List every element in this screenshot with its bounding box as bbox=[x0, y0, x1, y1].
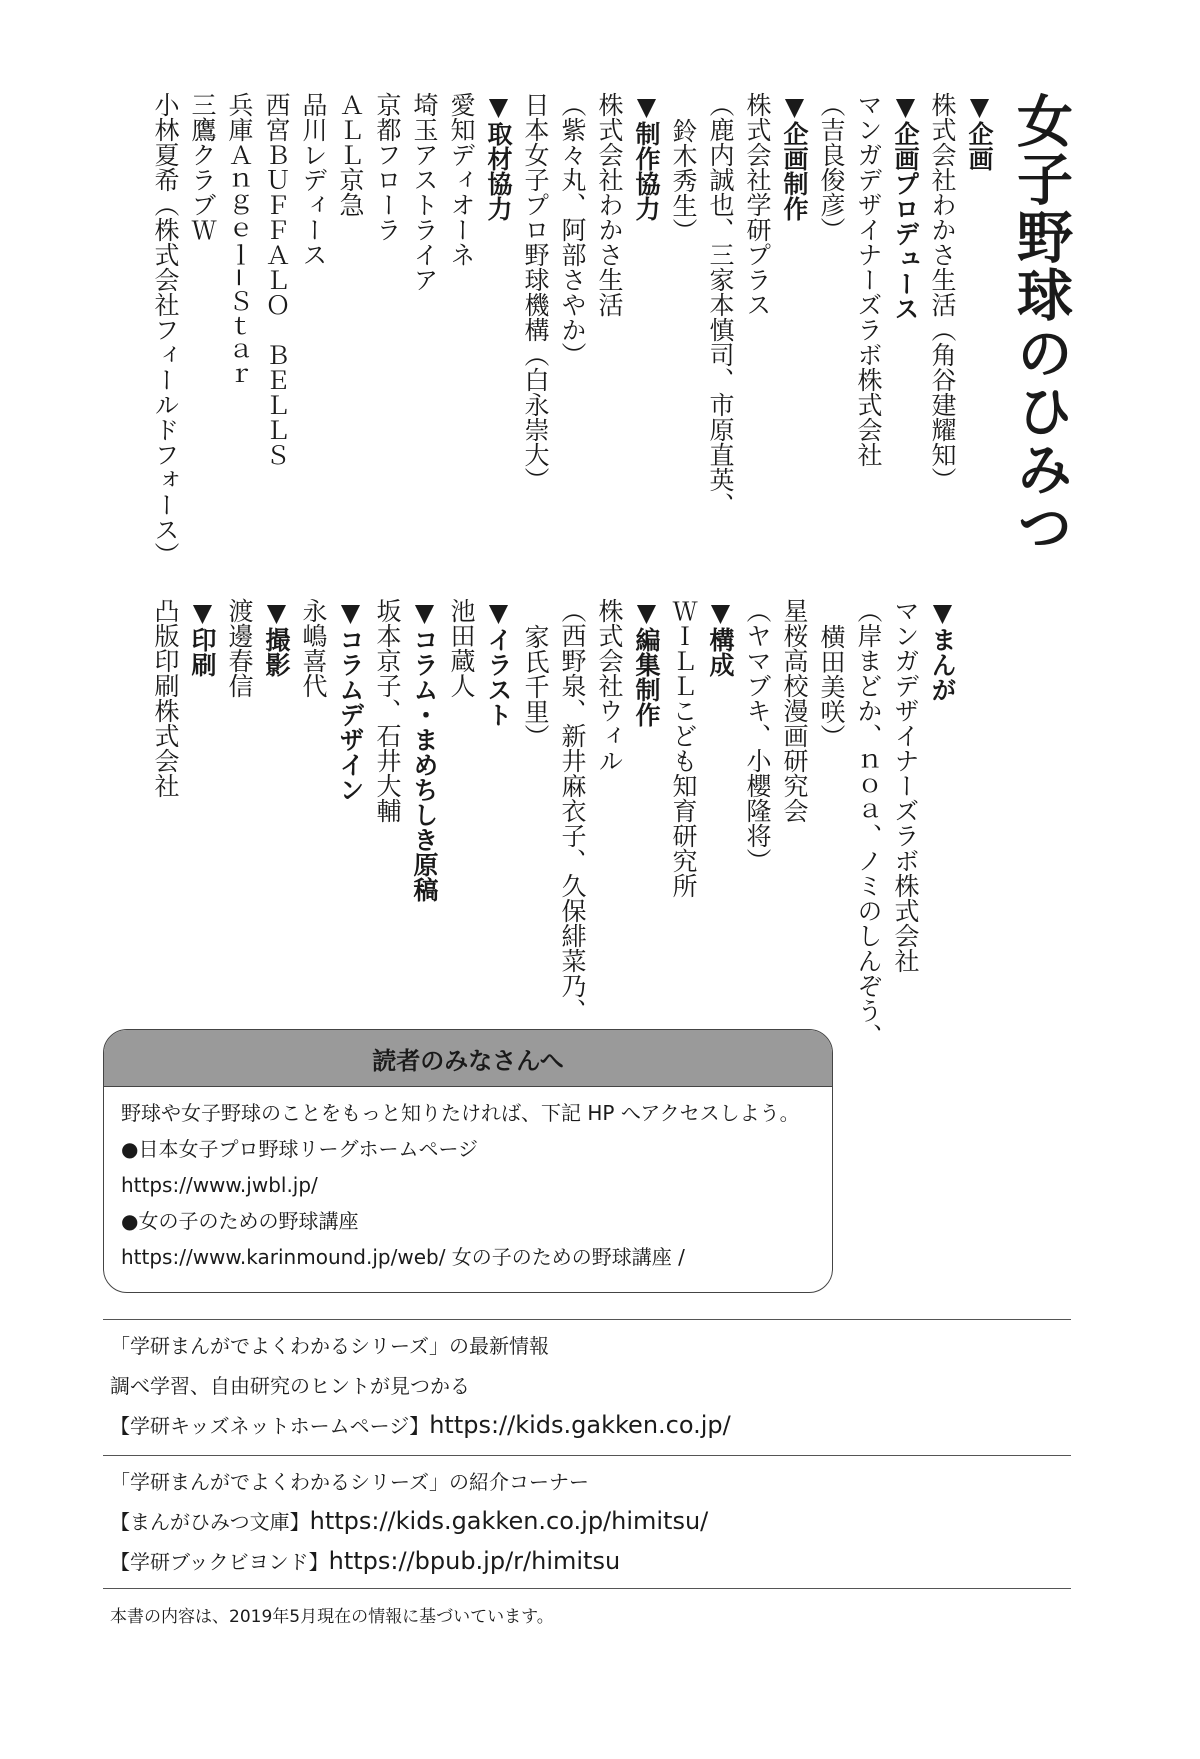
credit-line: 株式会社わかさ生活（角谷建耀知） bbox=[928, 92, 957, 492]
credit-line: 西宮ＢＵＦＦＡＬＯ ＢＥＬＬＳ bbox=[262, 92, 291, 467]
credit-heading: ▼取材協力 bbox=[484, 92, 513, 221]
credit-line: 愛知ディオーネ bbox=[447, 92, 476, 267]
credit-line: 小林夏希（株式会社フィールドフォース） bbox=[151, 92, 180, 567]
credit-line: 家氏千里） bbox=[521, 624, 550, 750]
credit-line: 永嶋喜代 bbox=[299, 598, 328, 698]
credit-heading: ▼企画 bbox=[965, 92, 994, 171]
credit-line: （ヤマブキ、小櫻隆将） bbox=[743, 598, 772, 873]
credit-line: （鹿内誠也、三家本慎司、市原直英、 bbox=[706, 92, 735, 517]
credit-line: ＡＬＬ京急 bbox=[336, 92, 365, 217]
credit-line: 池田蔵人 bbox=[447, 598, 476, 698]
credit-line: 三鷹クラブＷ bbox=[188, 92, 217, 242]
credit-line: 株式会社学研プラス bbox=[743, 92, 772, 317]
credit-line: 日本女子プロ野球機構（白永崇大） bbox=[521, 92, 550, 492]
info2-line2-url[interactable]: https://kids.gakken.co.jp/himitsu/ bbox=[309, 1507, 709, 1535]
divider bbox=[103, 1455, 1071, 1456]
credit-line: マンガデザイナーズラボ株式会社 bbox=[891, 598, 920, 973]
info2-line3-url[interactable]: https://bpub.jp/r/himitsu bbox=[328, 1547, 621, 1575]
notice-link1-label: ●日本女子プロ野球リーグホームページ bbox=[121, 1137, 479, 1161]
credit-heading: ▼企画制作 bbox=[780, 92, 809, 221]
credit-line: 株式会社ウィル bbox=[595, 598, 624, 773]
credit-heading: ▼制作協力 bbox=[632, 92, 661, 221]
credit-line: 凸版印刷株式会社 bbox=[151, 598, 180, 798]
credit-heading: ▼編集制作 bbox=[632, 598, 661, 727]
credit-line: 坂本京子、石井大輔 bbox=[373, 598, 402, 823]
credit-heading: ▼構成 bbox=[706, 598, 735, 677]
notice-link2-url[interactable]: https://www.karinmound.jp/web/ 女の子のための野球講座 / bbox=[121, 1245, 685, 1269]
info1-line3 bbox=[110, 1413, 731, 1437]
credit-line: 京都フローラ bbox=[373, 92, 402, 242]
info2-line3-label: 【学研ブックビヨンド】 bbox=[110, 1550, 329, 1574]
footer-note: 本書の内容は、2019年5月現在の情報に基づいています。 bbox=[110, 1607, 554, 1627]
notice-link1-url[interactable]: https://www.jwbl.jp/ bbox=[121, 1173, 318, 1197]
notice-box bbox=[103, 1029, 833, 1293]
info1-line3-url[interactable]: https://kids.gakken.co.jp/ bbox=[429, 1411, 731, 1439]
credit-line: ＷＩＬＬこども知育研究所 bbox=[669, 598, 698, 898]
credit-line: 株式会社わかさ生活 bbox=[595, 92, 624, 317]
credit-line: 渡邊春信 bbox=[225, 598, 254, 698]
credit-line: 兵庫Ａｎｇｅｌ−Ｓｔａｒ bbox=[225, 92, 254, 388]
credit-heading: ▼まんが bbox=[928, 598, 957, 702]
credit-line: 鈴木秀生） bbox=[669, 118, 698, 244]
credit-line: （吉良俊彦） bbox=[817, 92, 846, 242]
notice-title: 読者のみなさんへ bbox=[104, 1030, 832, 1087]
info1-line1: 「学研まんがでよくわかるシリーズ」の最新情報 bbox=[110, 1334, 549, 1358]
credit-line: 埼玉アストライア bbox=[410, 92, 439, 292]
info2-line2 bbox=[110, 1509, 708, 1533]
credit-heading: ▼撮影 bbox=[262, 598, 291, 677]
credit-heading: ▼コラムデザイン bbox=[336, 598, 365, 802]
info1-line3-label: 【学研キッズネットホームページ】 bbox=[110, 1414, 430, 1438]
notice-intro: 野球や女子野球のことをもっと知りたければ、下記 HP へアクセスしよう。 bbox=[121, 1101, 800, 1125]
divider bbox=[103, 1319, 1071, 1320]
credit-line: （西野泉、新井麻衣子、久保緋菜乃、 bbox=[558, 598, 587, 1023]
info1-line2: 調べ学習、自由研究のヒントが見つかる bbox=[110, 1374, 470, 1398]
notice-body bbox=[104, 1087, 832, 1275]
credit-line: 品川レディース bbox=[299, 92, 328, 267]
notice-link2-label: ●女の子のための野球講座 bbox=[121, 1209, 359, 1233]
book-title: 女子野球のひみつ bbox=[1008, 92, 1073, 556]
info2-line2-label: 【まんがひみつ文庫】 bbox=[110, 1510, 310, 1534]
credit-line: 横田美咲） bbox=[817, 624, 846, 750]
credit-heading: ▼企画プロデュース bbox=[891, 92, 920, 321]
credit-line: （紫々丸、阿部さやか） bbox=[558, 92, 587, 367]
credit-line: （岸まどか、ｎｏａ、ノミのしんぞう、 bbox=[854, 598, 883, 1048]
credit-heading: ▼印刷 bbox=[188, 598, 217, 677]
credit-heading: ▼イラスト bbox=[484, 598, 513, 727]
info2-line1: 「学研まんがでよくわかるシリーズ」の紹介コーナー bbox=[110, 1470, 589, 1494]
info2-line3 bbox=[110, 1549, 620, 1573]
credits-bottom-column bbox=[147, 598, 961, 1048]
credits-top-column bbox=[147, 92, 998, 567]
credit-line: マンガデザイナーズラボ株式会社 bbox=[854, 92, 883, 467]
credit-heading: ▼コラム・まめちしき原稿 bbox=[410, 598, 439, 902]
divider bbox=[103, 1588, 1071, 1589]
credit-line: 星桜高校漫画研究会 bbox=[780, 598, 809, 823]
